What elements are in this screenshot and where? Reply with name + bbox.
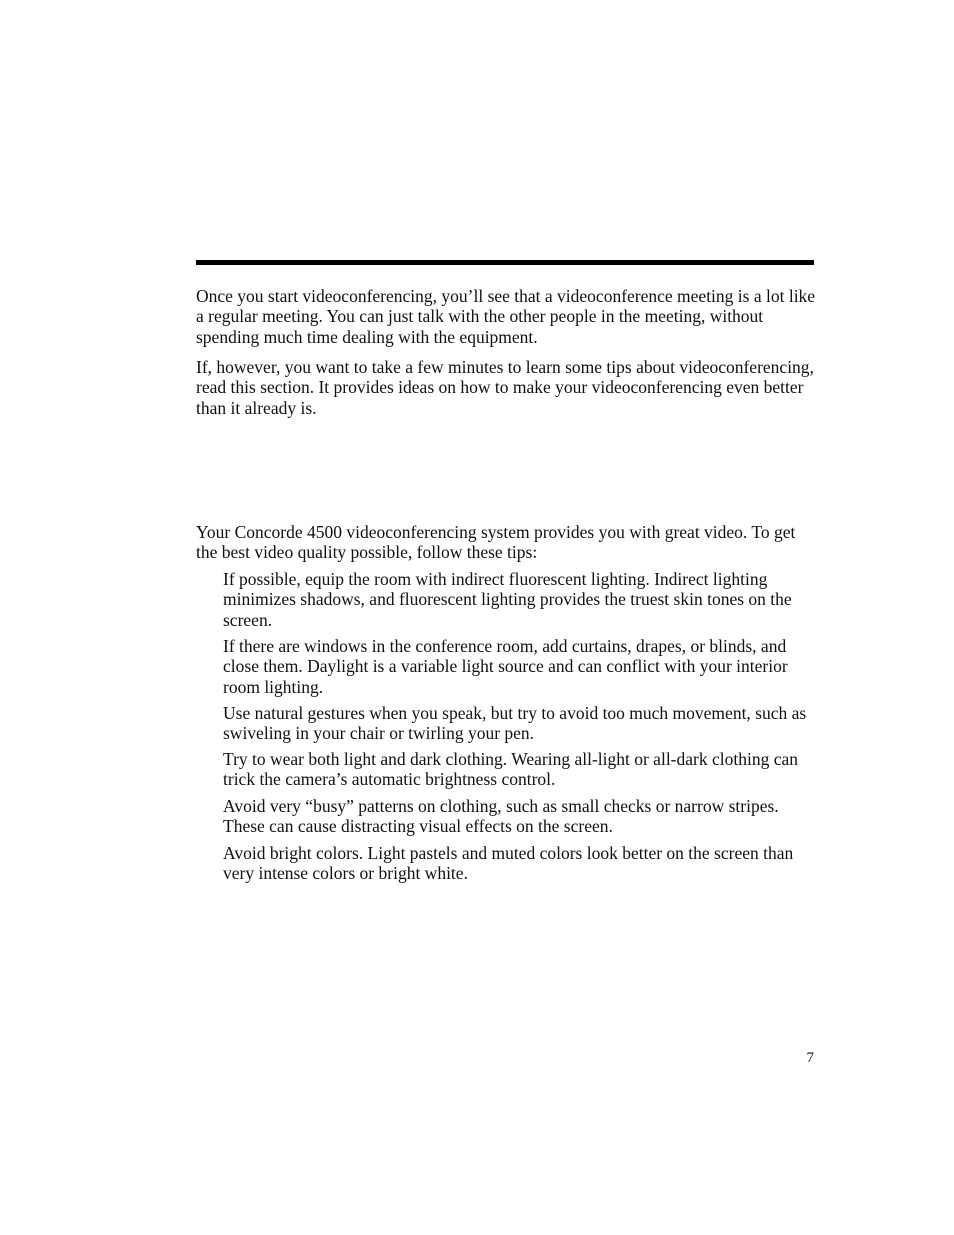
tip-clothing-contrast: Try to wear both light and dark clothing. Wearing all-light or all-dark clothing can trick the camera’s automatic brightness control. <box>223 749 798 790</box>
page-number: 7 <box>806 1050 814 1066</box>
intro-paragraph-2: If, however, you want to take a few minutes to learn some tips about videoconferencing, read this section. It provides ideas on how to make your videoconferencing even better than it already is. <box>196 357 814 418</box>
tip-bright-colors: Avoid bright colors. Light pastels and muted colors look better on the screen than very intense colors or bright white. <box>223 843 794 884</box>
intro-paragraph-1: Once you start videoconferencing, you’ll see that a videoconference meeting is a lot like a regular meeting. You can just talk with the other people in the meeting, without spending much time dealing with the equipment. <box>196 286 816 347</box>
video-tips-lead: Your Concorde 4500 videoconferencing system provides you with great video. To get the best video quality possible, follow these tips: <box>196 522 796 563</box>
chapter-rule <box>196 260 814 265</box>
tip-lighting: If possible, equip the room with indirect fluorescent lighting. Indirect lighting minimizes shadows, and fluorescent lighting provides the truest skin tones on the screen. <box>223 569 792 630</box>
tip-busy-patterns: Avoid very “busy” patterns on clothing, such as small checks or narrow stripes. These can cause distracting visual effects on the screen. <box>223 796 779 837</box>
tip-windows: If there are windows in the conference room, add curtains, drapes, or blinds, and close them. Daylight is a variable light source and can conflict with your interior room lighting. <box>223 636 788 697</box>
tip-gestures: Use natural gestures when you speak, but try to avoid too much movement, such as swiveling in your chair or twirling your pen. <box>223 703 807 744</box>
